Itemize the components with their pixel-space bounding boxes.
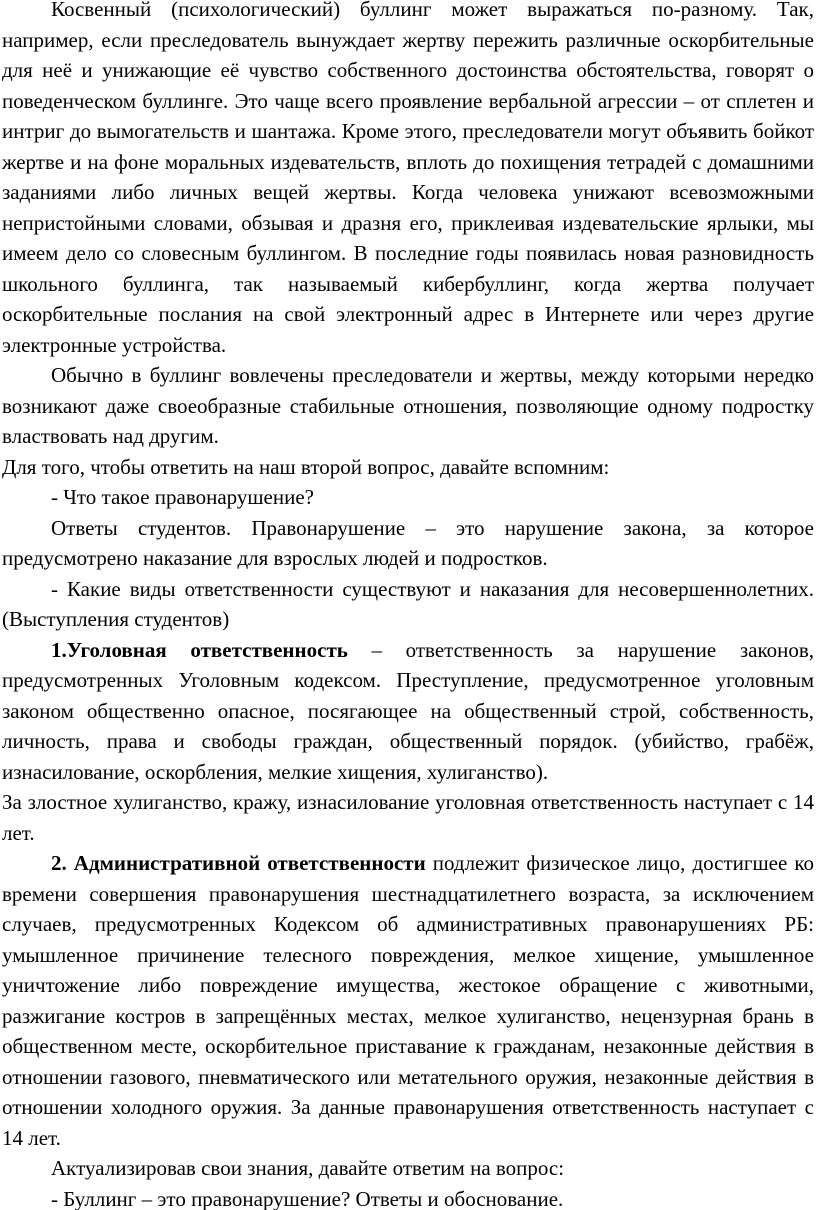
criminal-liability-heading: 1.Уголовная ответственность <box>51 637 348 662</box>
paragraph-bullying-participants: Обычно в буллинг вовлечены преследователи и жертвы, между которыми нередко возникают даже своеобразные стабильные отношения, позволяющие одному подростку властвовать над другим. <box>2 363 814 448</box>
paragraph-criminal-age: За злостное хулиганство, кражу, изнасилование уголовная ответственность наступает с 14 лет. <box>2 790 814 845</box>
paragraph-second-question-intro: Для того, чтобы ответить на наш второй вопрос, давайте вспомним: <box>2 454 610 479</box>
paragraph-indirect-bullying: Косвенный (психологический) буллинг может выражаться по-разному. Так, например, если преследователь вынуждает жертву пережить различные оскорбительные для неё и унижающие её чувство собственного достоинства обстоятельства, говорят о поведенческом буллинге. Это чаще всего проявление вербальной агрессии – от сплетен и интриг до вымогательств и шантажа. Кроме этого, преследователи могут объявить бойкот жертве и на фоне моральных издевательств, вплоть до похищения тетрадей с домашними заданиями либо личных вещей жертвы. Когда человека унижают всевозможными непристойными словами, обзывая и дразня его, приклеивая издевательские ярлыки, мы имеем дело со словесным буллингом. В последние годы появилась новая разновидность школьного буллинга, так называемый кибербуллинг, когда жертва получает оскорбительные послания на свой электронный адрес в Интернете или через другие электронные устройства. <box>2 0 814 357</box>
paragraph-final-question: - Буллинг – это правонарушение? Ответы и обоснование. <box>51 1186 564 1210</box>
paragraph-actualization: Актуализировав свои знания, давайте ответим на вопрос: <box>51 1156 565 1180</box>
paragraph-question-offense: - Что такое правонарушение? <box>51 485 314 509</box>
administrative-liability-text: подлежит физическое лицо, достигшее ко времени совершения правонарушения шестнадцатилетнего возраста, за исключением случаев, предусмотренных Кодексом об административных правонарушениях РБ: умышленное причинение телесного повреждения, мелкое хищение, умышленное уничтожение либо повреждение имущества, жестокое обращение с животными, разжигание костров в запрещённых местах, мелкое хулиганство, нецензурная брань в общественном месте, оскорбительное приставание к гражданам, незаконные действия в отношении газового, пневматического или метательного оружия, незаконные действия в отношении холодного оружия. За данные правонарушения ответственность наступает с 14 лет. <box>2 851 814 1150</box>
paragraph-student-answers: Ответы студентов. Правонарушение – это нарушение закона, за которое предусмотрено наказание для взрослых людей и подростков. <box>2 515 814 570</box>
administrative-liability-heading: 2. Административной ответственности <box>51 851 426 875</box>
criminal-liability-text: – ответственность за нарушение законов, предусмотренных Уголовным кодексом. Преступление, предусмотренное уголовным законом общественно опасное, посягающее на общественный строй, собственность, личность, права и свободы граждан, общественный порядок. (убийство, грабёж, изнасилование, оскорбления, мелкие хищения, хулиганство). <box>2 637 814 784</box>
paragraph-question-liability-types: - Какие виды ответственности существуют и наказания для несовершеннолетних. (Выступления студентов) <box>2 576 814 631</box>
document-body <box>2 0 814 1210</box>
paragraph-criminal-liability <box>2 635 814 788</box>
paragraph-administrative-liability <box>2 848 814 1153</box>
